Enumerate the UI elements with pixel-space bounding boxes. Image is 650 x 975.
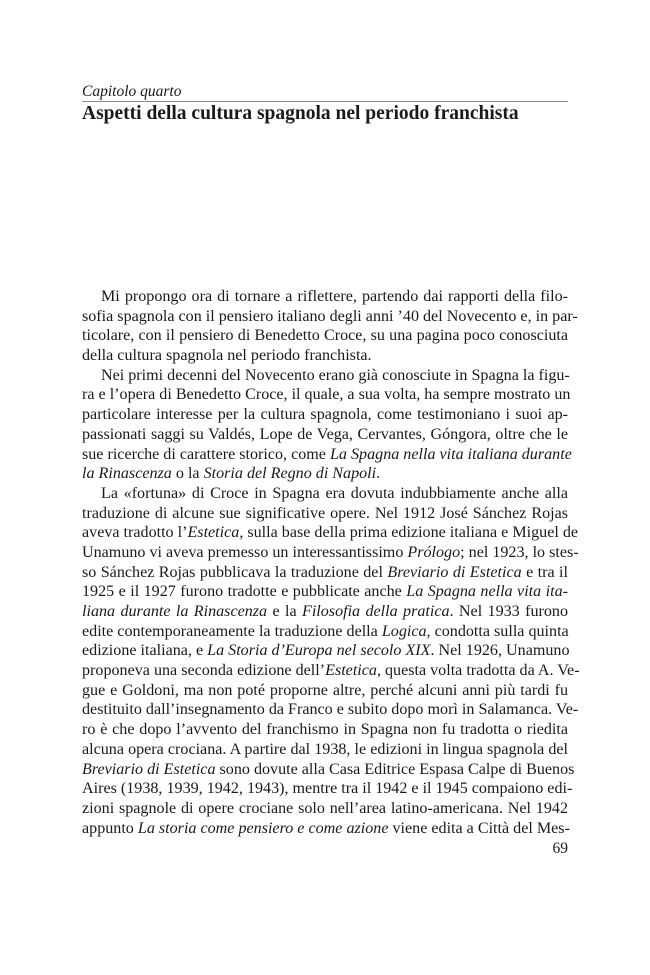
text-segment: proponeva una seconda edizione dell’ [82,662,326,680]
text-segment: . Nel 1926, Unamuno [430,642,570,660]
text-line [82,326,568,346]
italic-title-text: La Storia d’Europa nel secolo XIX [207,642,431,660]
text-segment: aveva tradotto l’ [82,524,188,542]
page-number: 69 [552,840,568,857]
text-line [82,700,579,720]
text-segment: sofia spagnola con il pensiero italiano degli anni ’40 del Novecento e, in par- [82,307,578,325]
text-segment: destituito dall’insegnamento da Franco e subito dopo morì in Salamanca. Ve- [82,701,579,719]
text-segment: viene edita a Città del Mes- [388,819,570,837]
text-line [82,385,571,405]
text-segment: 1925 e il 1927 furono tradotte e pubblicate anche [82,583,407,601]
text-segment: Aires (1938, 1939, 1942, 1943), mentre tra il 1942 e il 1945 compaiono edi- [82,780,573,798]
chapter-title: Aspetti della cultura spagnola nel periodo franchista [82,103,519,124]
text-line [82,287,568,307]
text-line [82,641,568,661]
text-segment: passionati saggi su Valdés, Lope de Vega, Cervantes, Góngora, oltre che le [82,425,568,443]
text-segment: appunto [82,819,138,837]
text-line [82,346,568,366]
text-line [82,425,568,445]
body-text [82,287,580,838]
text-line [82,819,568,839]
text-line [82,543,579,563]
text-segment: traduzione di alcune sue significative opere. Nel 1912 José Sánchez Rojas [82,504,568,522]
italic-title-text: Breviario di Estetica [387,563,522,581]
text-line [82,740,568,760]
header-rule [82,101,568,102]
text-segment: della cultura spagnola nel periodo franchista. [82,347,372,365]
italic-title-text: la Rinascenza [82,465,172,483]
text-segment: particolare interesse per la cultura spagnola, come testimoniano i suoi ap- [82,406,568,424]
italic-title-text: Filosofia della pratica [301,603,450,620]
text-segment: , condotta sulla quinta [426,622,569,640]
text-segment: ra e l’opera di Benedetto Croce, il quale, a sua volta, ha sempre mostrato un [82,386,571,404]
text-segment: Nei primi decenni del Novecento erano già conosciute in Spagna la figu- [101,366,570,384]
text-segment: edizione italiana, e [82,642,208,660]
text-line [82,445,572,465]
italic-title-text: Storia del Regno di Napoli [203,465,377,483]
text-line [82,681,568,701]
italic-title-text: Prólogo [407,543,461,561]
text-segment: e la [267,603,302,620]
text-segment: ro è che dopo l’avvento del franchismo in Spagna non fu tradotta o riedita [82,721,568,739]
text-segment: zioni spagnole di opere crociane solo nell’area latino-americana. Nel 1942 [82,799,568,817]
text-segment: ticolare, con il pensiero di Benedetto Croce, su una pagina poco conosciuta [82,327,568,345]
text-line [82,799,568,819]
text-segment: , sulla base della prima edizione italiana e Miguel de [239,524,579,542]
text-segment: sono dovute alla Casa Editrice Espasa Calpe di Buenos [215,760,575,778]
text-segment: Mi propongo ora di tornare a riflettere, partendo dai rapporti della filo- [101,288,568,305]
text-line [82,582,568,602]
text-line [82,720,568,740]
text-line [82,366,568,386]
text-line [82,760,575,780]
chapter-label: Capitolo quarto [82,83,182,100]
text-segment: , questa volta tradotta da A. Ve- [376,662,580,680]
text-line [82,405,568,425]
text-segment: . [376,465,381,483]
text-line [82,484,568,504]
italic-title-text: Logica [381,622,427,640]
text-line [82,602,568,622]
text-line [82,523,579,543]
italic-title-text: La Spagna nella vita italiana durante [329,445,572,463]
italic-title-text: liana durante la Rinascenza [82,603,268,620]
italic-title-text: Breviario di Estetica [82,760,216,778]
text-segment: gue e Goldoni, ma non poté proporne altre, perché alcuni anni più tardi fu [82,681,568,699]
text-segment: sue ricerche di carattere storico, come [82,445,330,463]
text-segment: o la [171,465,204,483]
text-line [82,622,568,642]
text-line [82,504,568,524]
text-line [82,307,578,327]
text-segment: La «fortuna» di Croce in Spagna era dovuta indubbiamente anche alla [101,484,568,502]
text-segment: ; nel 1923, lo stes- [460,543,579,561]
text-segment: . Nel 1933 furono [449,603,569,620]
text-line [82,464,568,484]
italic-title-text: La Spagna nella vita ita- [406,583,568,601]
text-segment: Unamuno vi aveva premesso un interessantissimo [82,543,408,561]
italic-title-text: La storia come pensiero e come azione [137,819,389,837]
text-line [82,661,580,681]
text-line [82,563,568,583]
italic-title-text: Estetica [187,524,240,542]
text-segment: edite contemporaneamente la traduzione della [82,622,382,640]
italic-title-text: Estetica [325,662,377,680]
text-segment: alcuna opera crociana. A partire dal 1938, le edizioni in lingua spagnola del [82,740,568,758]
text-segment: e tra il [521,563,568,581]
text-segment: so Sánchez Rojas pubblicava la traduzione del [82,563,388,581]
text-line [82,779,573,799]
